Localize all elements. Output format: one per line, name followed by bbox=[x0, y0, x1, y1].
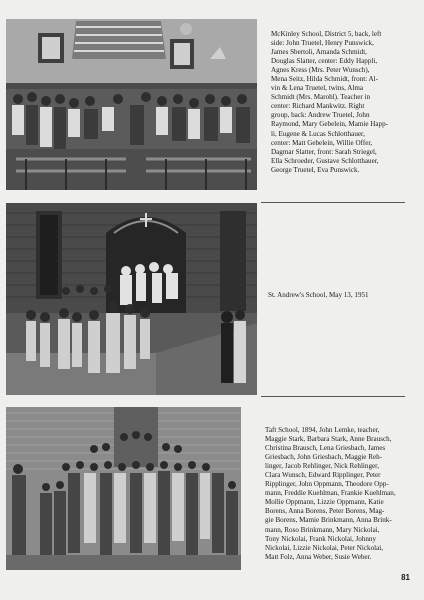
st-andrews-school-photo bbox=[6, 203, 257, 395]
page-number: 81 bbox=[401, 573, 410, 582]
mckinley-school-caption: McKinley School, District 5, back, left side: John Truetel, Henry Punswick, James Sbertoli, Amanda Schmidt, Douglas Slatter, center: Eddy Happli, Agnes Kress (Mrs. Peter Wunsch), Mena Seitz, Hilda Schmidt, front: Al- vin & Lena Truetel, twins, Alma Schmidt (Mrs. Marohl). Teacher in center: Richard Mankwitz. Right group, back: Andrew Truetel, John Raymond, Mary Gebelein, Mamie Happ- li, Eugene & Lucas Schlotthauer, center: Matt Gebelein, Willie Offer, Dagmar Slatter, front: Sarah Striegel, Ella Schroeder, Gustave Schlotthauer, George Truetel, Eva Punswick. bbox=[271, 30, 389, 174]
st-andrews-school-caption: St. Andrew's School, May 13, 1951 bbox=[268, 291, 369, 299]
taft-school-photo bbox=[6, 407, 241, 570]
section-divider bbox=[261, 396, 405, 397]
mckinley-school-photo bbox=[6, 19, 257, 190]
taft-school-caption: Taft School, 1894, John Lemke, teacher, Maggie Stark, Barbara Stark, Anne Brausch, Christina Brausch, Lena Griesbach, James Griesbach, John Griesbach, Maggie Reh- linger, Jacob Rehlinger, Nick Rehlinger, Clara Wunsch, Edward Ripplinger, Peter Ripplinger, John Oppmann, Theodore Opp- mann, Freddie Kuehlman, Frankie Kuehlman, Mollie Oppmann, Lizzie Oppmann, Katie Borens, Anna Borens, Peter Borens, Mag- gie Borens, Mamie Brinkmann, Anna Brink- mann, Roso Brinkmann, Mary Nickolai, Tony Nickolai, Frank Nickolai, Johnny Nickolai, Lizzie Nickolai, Peter Nickolai, Matt Folz, Anna Weber, Susie Weber. bbox=[265, 426, 396, 561]
section-divider bbox=[261, 202, 405, 203]
